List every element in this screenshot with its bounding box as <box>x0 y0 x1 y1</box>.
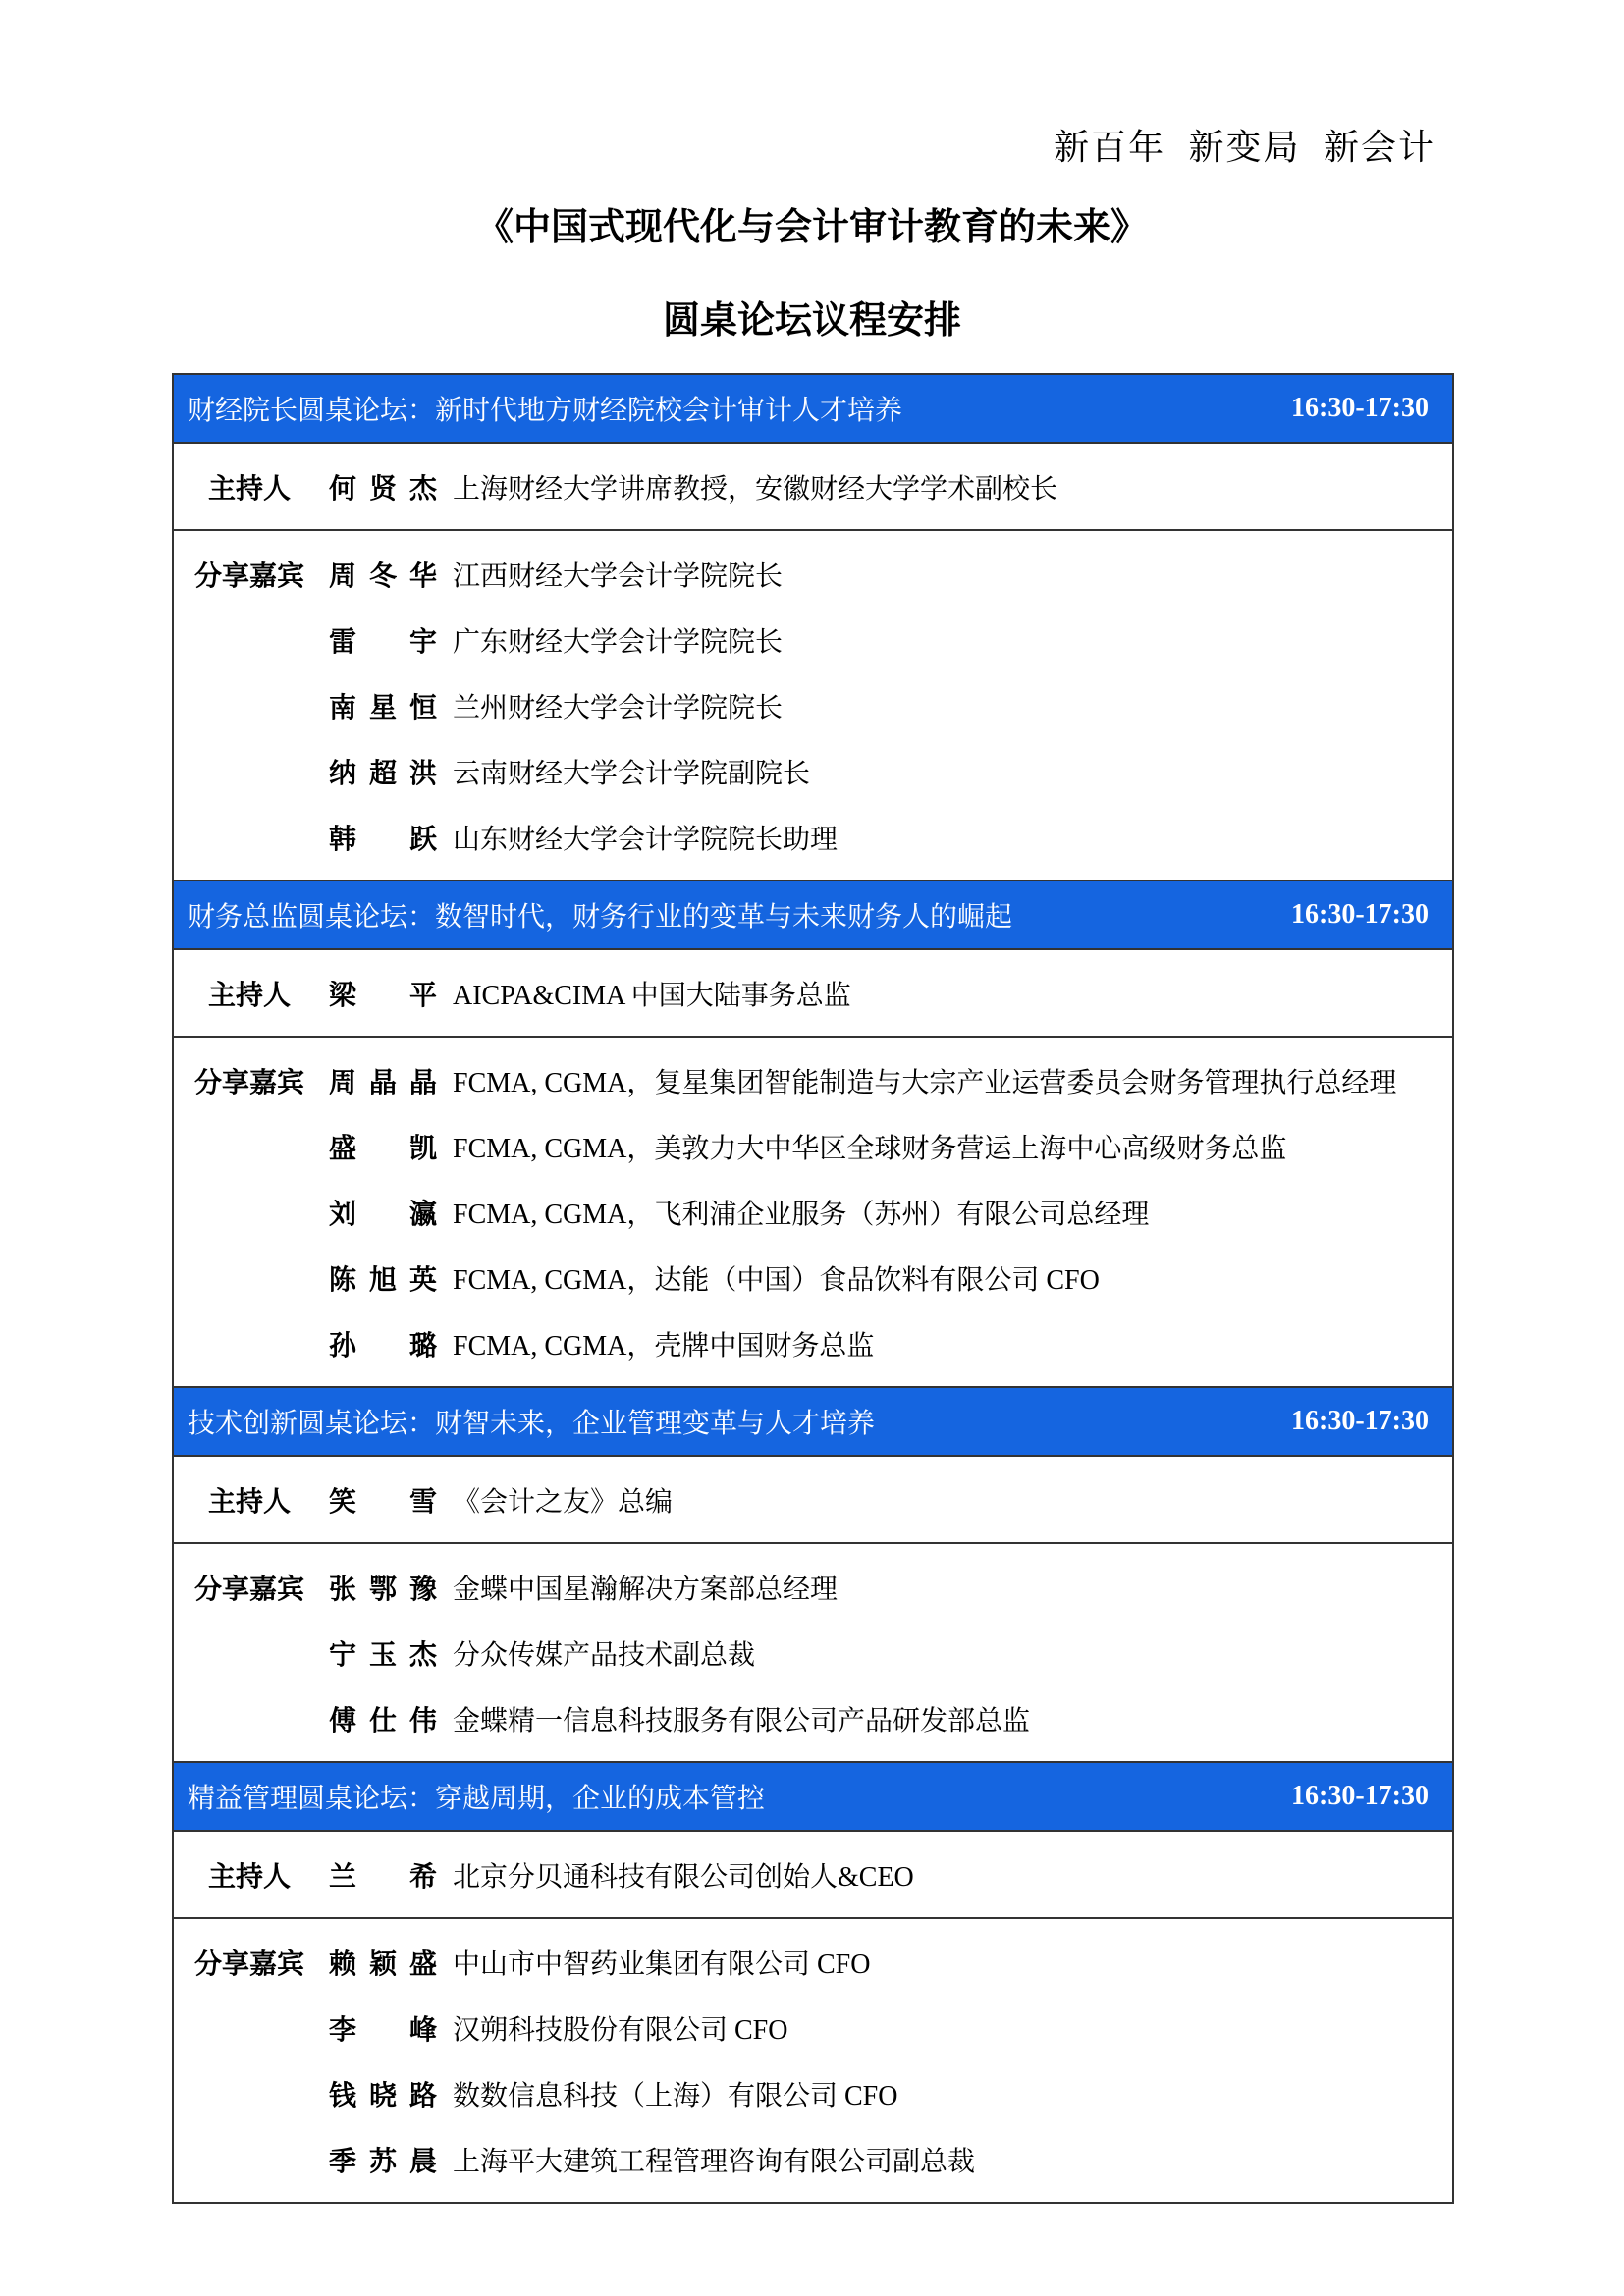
guest-row <box>174 541 1452 607</box>
guest-row <box>174 1995 1452 2060</box>
host-row <box>174 950 1452 1038</box>
guest-row <box>174 1620 1452 1685</box>
host-name: 兰 希 <box>329 1859 437 1893</box>
guest-desc: 数数信息科技（上海）有限公司 CFO <box>453 2080 898 2111</box>
panel-header <box>174 375 1452 444</box>
agenda-table <box>172 373 1454 2204</box>
panel-header <box>174 1388 1452 1457</box>
host-name: 何贤杰 <box>329 471 437 505</box>
guest-desc: FCMA, CGMA，美敦力大中华区全球财务营运上海中心高级财务总监 <box>453 1133 1287 1164</box>
guest-row <box>174 1047 1452 1113</box>
guest-name: 孙 璐 <box>329 1328 437 1362</box>
panel-title: 精益管理圆桌论坛：穿越周期，企业的成本管控 <box>188 1782 766 1814</box>
guest-row <box>174 607 1452 672</box>
host-name: 梁 平 <box>329 978 437 1011</box>
guest-desc: 上海平大建筑工程管理咨询有限公司副总裁 <box>453 2146 976 2177</box>
guest-desc: 山东财经大学会计学院院长助理 <box>453 824 839 855</box>
host-name: 笑 雪 <box>329 1484 437 1518</box>
guest-desc: 广东财经大学会计学院院长 <box>453 626 784 658</box>
host-label: 主持人 <box>207 1484 291 1518</box>
panel-time: 16:30-17:30 <box>1291 393 1429 423</box>
guest-row <box>174 804 1452 870</box>
guest-name: 盛 凯 <box>329 1131 437 1164</box>
panel-title: 财经院长圆桌论坛：新时代地方财经院校会计审计人才培养 <box>188 394 903 426</box>
guest-row <box>174 1113 1452 1179</box>
host-label: 主持人 <box>207 471 291 505</box>
guest-desc: 江西财经大学会计学院院长 <box>453 561 784 592</box>
panel-time: 16:30-17:30 <box>1291 899 1429 930</box>
guest-name: 陈旭英 <box>329 1262 437 1296</box>
guest-desc: 汉朔科技股份有限公司 CFO <box>453 2014 788 2046</box>
guest-name: 周冬华 <box>329 559 437 592</box>
guest-name: 周晶晶 <box>329 1065 437 1098</box>
host-desc: 上海财经大学讲席教授，安徽财经大学学术副校长 <box>453 473 1058 505</box>
panel-title: 财务总监圆桌论坛：数智时代，财务行业的变革与未来财务人的崛起 <box>188 900 1013 933</box>
guest-desc: FCMA, CGMA，达能（中国）食品饮料有限公司 CFO <box>453 1264 1100 1296</box>
guest-row <box>174 1554 1452 1620</box>
guest-row <box>174 672 1452 738</box>
host-label: 主持人 <box>207 978 291 1011</box>
guest-name: 南星恒 <box>329 690 437 723</box>
panel-time: 16:30-17:30 <box>1291 1406 1429 1436</box>
guest-desc: 金蝶中国星瀚解决方案部总经理 <box>453 1574 839 1605</box>
guest-name: 刘 瀛 <box>329 1197 437 1230</box>
guest-label: 分享嘉宾 <box>193 1065 304 1098</box>
guest-label: 分享嘉宾 <box>193 1947 304 1980</box>
guests-block <box>174 1919 1452 2202</box>
guest-row <box>174 2060 1452 2126</box>
guest-name: 韩 跃 <box>329 822 437 855</box>
guest-name: 张鄂豫 <box>329 1572 437 1605</box>
guest-label: 分享嘉宾 <box>193 559 304 592</box>
guest-desc: 金蝶精一信息科技服务有限公司产品研发部总监 <box>453 1705 1031 1736</box>
guests-block <box>174 531 1452 881</box>
panel-header <box>174 1763 1452 1832</box>
guest-desc: FCMA, CGMA，复星集团智能制造与大宗产业运营委员会财务管理执行总经理 <box>453 1067 1397 1098</box>
guest-row <box>174 1685 1452 1751</box>
guest-desc: 云南财经大学会计学院副院长 <box>453 758 811 789</box>
guest-desc: 分众传媒产品技术副总裁 <box>453 1639 756 1671</box>
guest-label: 分享嘉宾 <box>193 1572 304 1605</box>
guest-name: 钱晓路 <box>329 2078 437 2111</box>
guest-desc: FCMA, CGMA，壳牌中国财务总监 <box>453 1330 875 1362</box>
slogan: 新百年 新变局 新会计 <box>1054 128 1435 168</box>
guest-desc: 中山市中智药业集团有限公司 CFO <box>453 1949 871 1980</box>
host-label: 主持人 <box>207 1859 291 1893</box>
guest-name: 纳超洪 <box>329 756 437 789</box>
guest-row <box>174 738 1452 804</box>
host-desc: 北京分贝通科技有限公司创始人&CEO <box>453 1861 914 1893</box>
page-title: 《中国式现代化与会计审计教育的未来》 <box>475 204 1148 248</box>
panel-time: 16:30-17:30 <box>1291 1781 1429 1811</box>
page-subtitle: 圆桌论坛议程安排 <box>662 297 961 342</box>
host-desc: AICPA&CIMA 中国大陆事务总监 <box>453 980 851 1011</box>
guest-row <box>174 2126 1452 2192</box>
host-row <box>174 1832 1452 1919</box>
host-desc: 《会计之友》总编 <box>453 1486 674 1518</box>
guest-name: 雷 宇 <box>329 624 437 658</box>
panel-title: 技术创新圆桌论坛：财智未来，企业管理变革与人才培养 <box>188 1407 876 1439</box>
guest-name: 宁玉杰 <box>329 1637 437 1671</box>
guest-name: 季苏晨 <box>329 2144 437 2177</box>
guest-row <box>174 1310 1452 1376</box>
guest-name: 赖颖盛 <box>329 1947 437 1980</box>
guest-name: 李 峰 <box>329 2012 437 2046</box>
guests-block <box>174 1038 1452 1388</box>
panel-header <box>174 881 1452 950</box>
host-row <box>174 444 1452 531</box>
guests-block <box>174 1544 1452 1763</box>
guest-desc: FCMA, CGMA，飞利浦企业服务（苏州）有限公司总经理 <box>453 1199 1150 1230</box>
guest-row <box>174 1245 1452 1310</box>
guest-row <box>174 1179 1452 1245</box>
guest-desc: 兰州财经大学会计学院院长 <box>453 692 784 723</box>
host-row <box>174 1457 1452 1544</box>
guest-row <box>174 1929 1452 1995</box>
guest-name: 傅仕伟 <box>329 1703 437 1736</box>
